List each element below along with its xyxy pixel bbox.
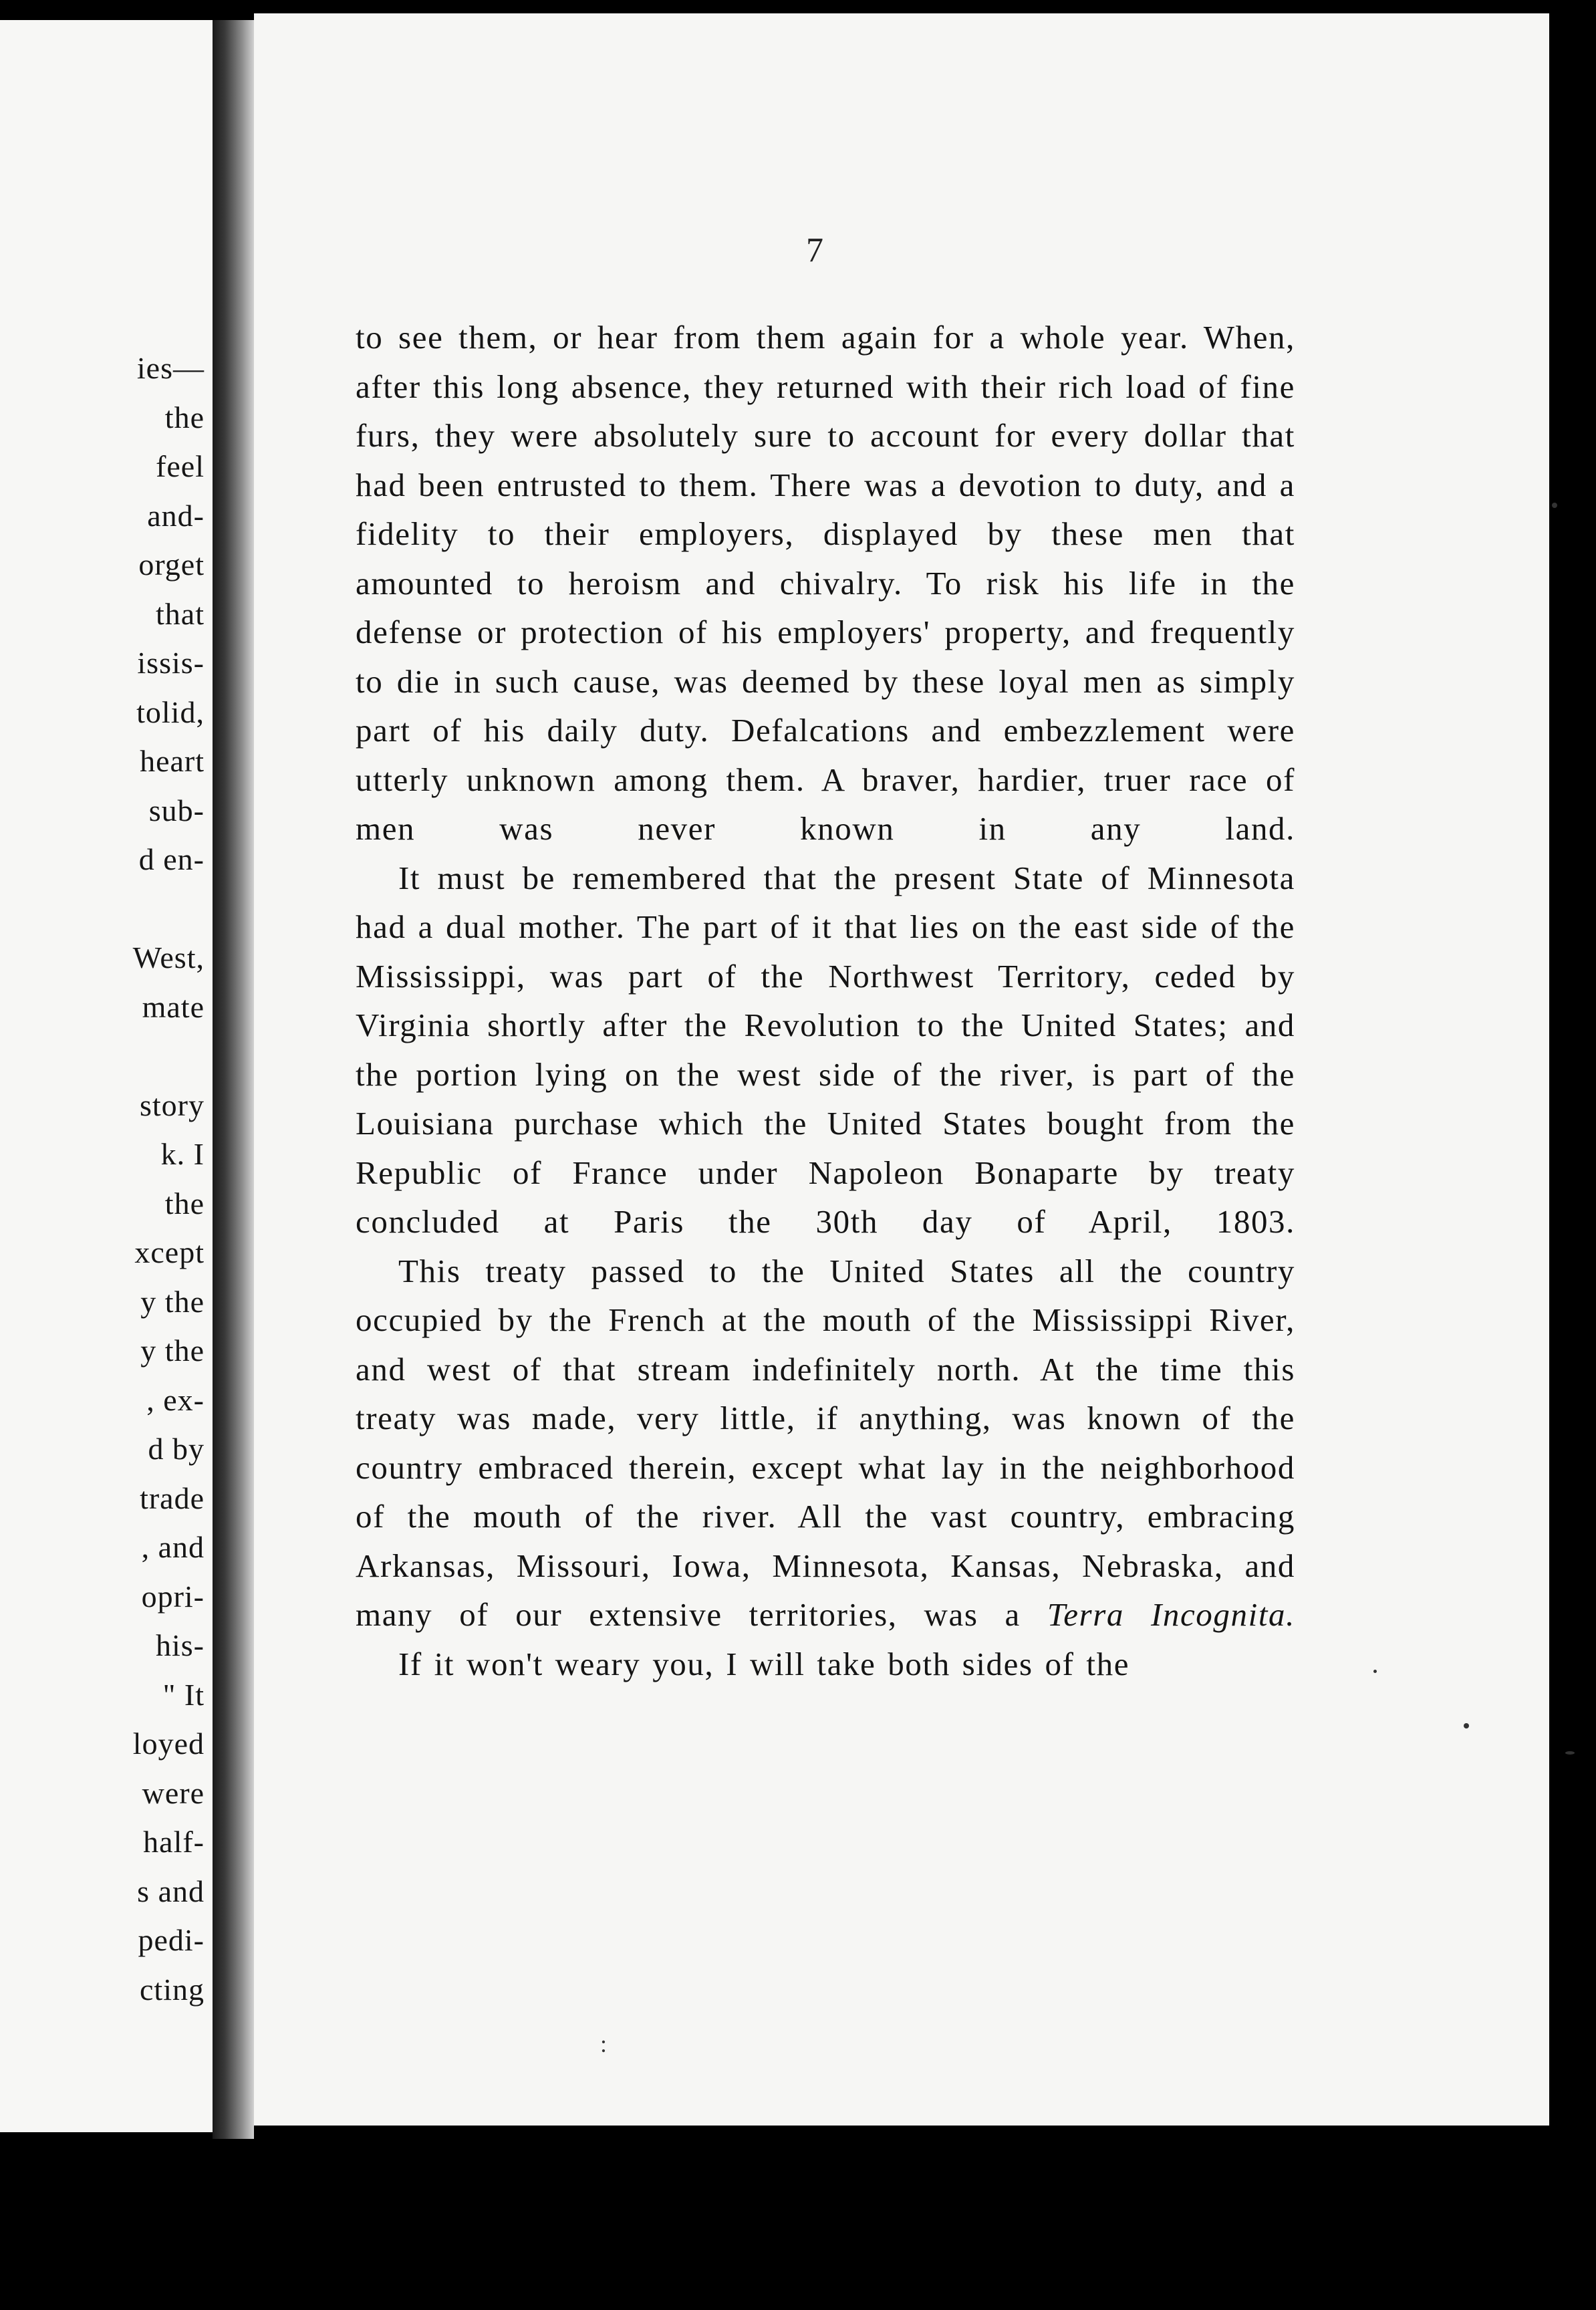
left-page-line: the bbox=[164, 400, 205, 434]
left-page-line: trade bbox=[140, 1481, 205, 1515]
paragraph-3 bbox=[356, 1247, 1295, 1640]
paragraph-3-text: This treaty passed to the United States all the country occupied by the French at the mouth of the Mississippi River, and west of that stream indefinitely north. At the time this treaty was made, very little, if anything, was known of the country embraced therein, except what lay in the neighborhood of the mouth of the river. All the vast country, embracing Arkansas, Missouri, Iowa, Minnesota, Kansas, Nebraska, and many of our extensive territories, was a bbox=[356, 1252, 1295, 1633]
left-page-line: were bbox=[142, 1775, 205, 1810]
left-page-line: loyed bbox=[132, 1726, 205, 1761]
page-body-text bbox=[356, 313, 1295, 1688]
paragraph-4: If it won't weary you, I will take both sides of the bbox=[398, 1645, 1130, 1682]
left-page-line: story bbox=[140, 1087, 205, 1122]
left-page-line: mate bbox=[142, 989, 205, 1024]
left-page-line: West, bbox=[132, 940, 205, 975]
left-page-line: d by bbox=[148, 1432, 205, 1466]
left-page-line: issis- bbox=[137, 646, 205, 680]
left-page-line: tolid, bbox=[136, 694, 205, 729]
left-page-line: his- bbox=[156, 1628, 205, 1662]
left-page-line: " It bbox=[162, 1677, 205, 1712]
previous-page-fragment bbox=[0, 20, 213, 2132]
paragraph-1: to see them, or hear from them again for a whole year. When, after this long absence, they returned with their rich load of fine furs, they were absolutely sure to account for every dollar that had been entrusted to them. There was a devotion to duty, and a fidelity to their employers, displayed by these men that amounted to heroism and chivalry. To risk his life in the defense or protection of his employers' property, and frequently to die in such cause, was deemed by these loyal men as simply part of his daily duty. Defalcations and embezzlement were utterly unknown among them. A braver, hardier, truer race of men was never known in any land. bbox=[356, 319, 1295, 847]
left-page-blank-line bbox=[133, 884, 205, 934]
page-number: 7 bbox=[806, 231, 823, 269]
left-page-line: pedi- bbox=[138, 1923, 205, 1957]
paragraph-2: It must be remembered that the present State of Minnesota had a dual mother. The part of it that lies on the east side of the Mississippi, was part of the Northwest Territory, ceded by Virginia shortly after the Revolution to the United States; and the portion lying on the west side of the river, is part of the Louisiana purchase which the United States bought from the Republic of France under Napoleon Bonaparte by treaty concluded at Paris the 30th day of April, 1803. bbox=[356, 859, 1295, 1240]
left-page-line: feel bbox=[156, 449, 205, 483]
left-page-line: , and bbox=[141, 1530, 205, 1564]
left-page-line: orget bbox=[138, 547, 205, 582]
margin-mark: : bbox=[600, 2031, 608, 2057]
left-page-line: ies— bbox=[136, 351, 205, 385]
left-page-blank-line bbox=[133, 1031, 205, 1081]
left-page-line: s and bbox=[137, 1874, 205, 1908]
left-page-line: that bbox=[156, 596, 205, 631]
left-page-line: opri- bbox=[141, 1579, 205, 1614]
left-page-line: cting bbox=[140, 1972, 205, 2007]
left-page-line: k. I bbox=[160, 1137, 205, 1171]
previous-page-text bbox=[133, 344, 205, 2014]
left-page-line: xcept bbox=[134, 1235, 205, 1269]
left-page-line: , ex- bbox=[146, 1382, 205, 1417]
scan-speck bbox=[1565, 1751, 1575, 1755]
left-page-line: the bbox=[164, 1186, 205, 1221]
book-binding-gutter bbox=[213, 20, 254, 2139]
left-page-line: y the bbox=[140, 1333, 205, 1368]
left-page-line: heart bbox=[140, 744, 205, 778]
scan-speck bbox=[1373, 1670, 1377, 1673]
left-page-line: d en- bbox=[138, 842, 205, 876]
terra-incognita-phrase: Terra Incognita. bbox=[1047, 1596, 1295, 1633]
scan-speck bbox=[1552, 503, 1557, 508]
scan-speck bbox=[1464, 1723, 1469, 1728]
left-page-line: and- bbox=[147, 498, 205, 533]
left-page-line: half- bbox=[143, 1825, 205, 1859]
left-page-line: sub- bbox=[148, 793, 205, 827]
left-page-line: y the bbox=[140, 1284, 205, 1319]
